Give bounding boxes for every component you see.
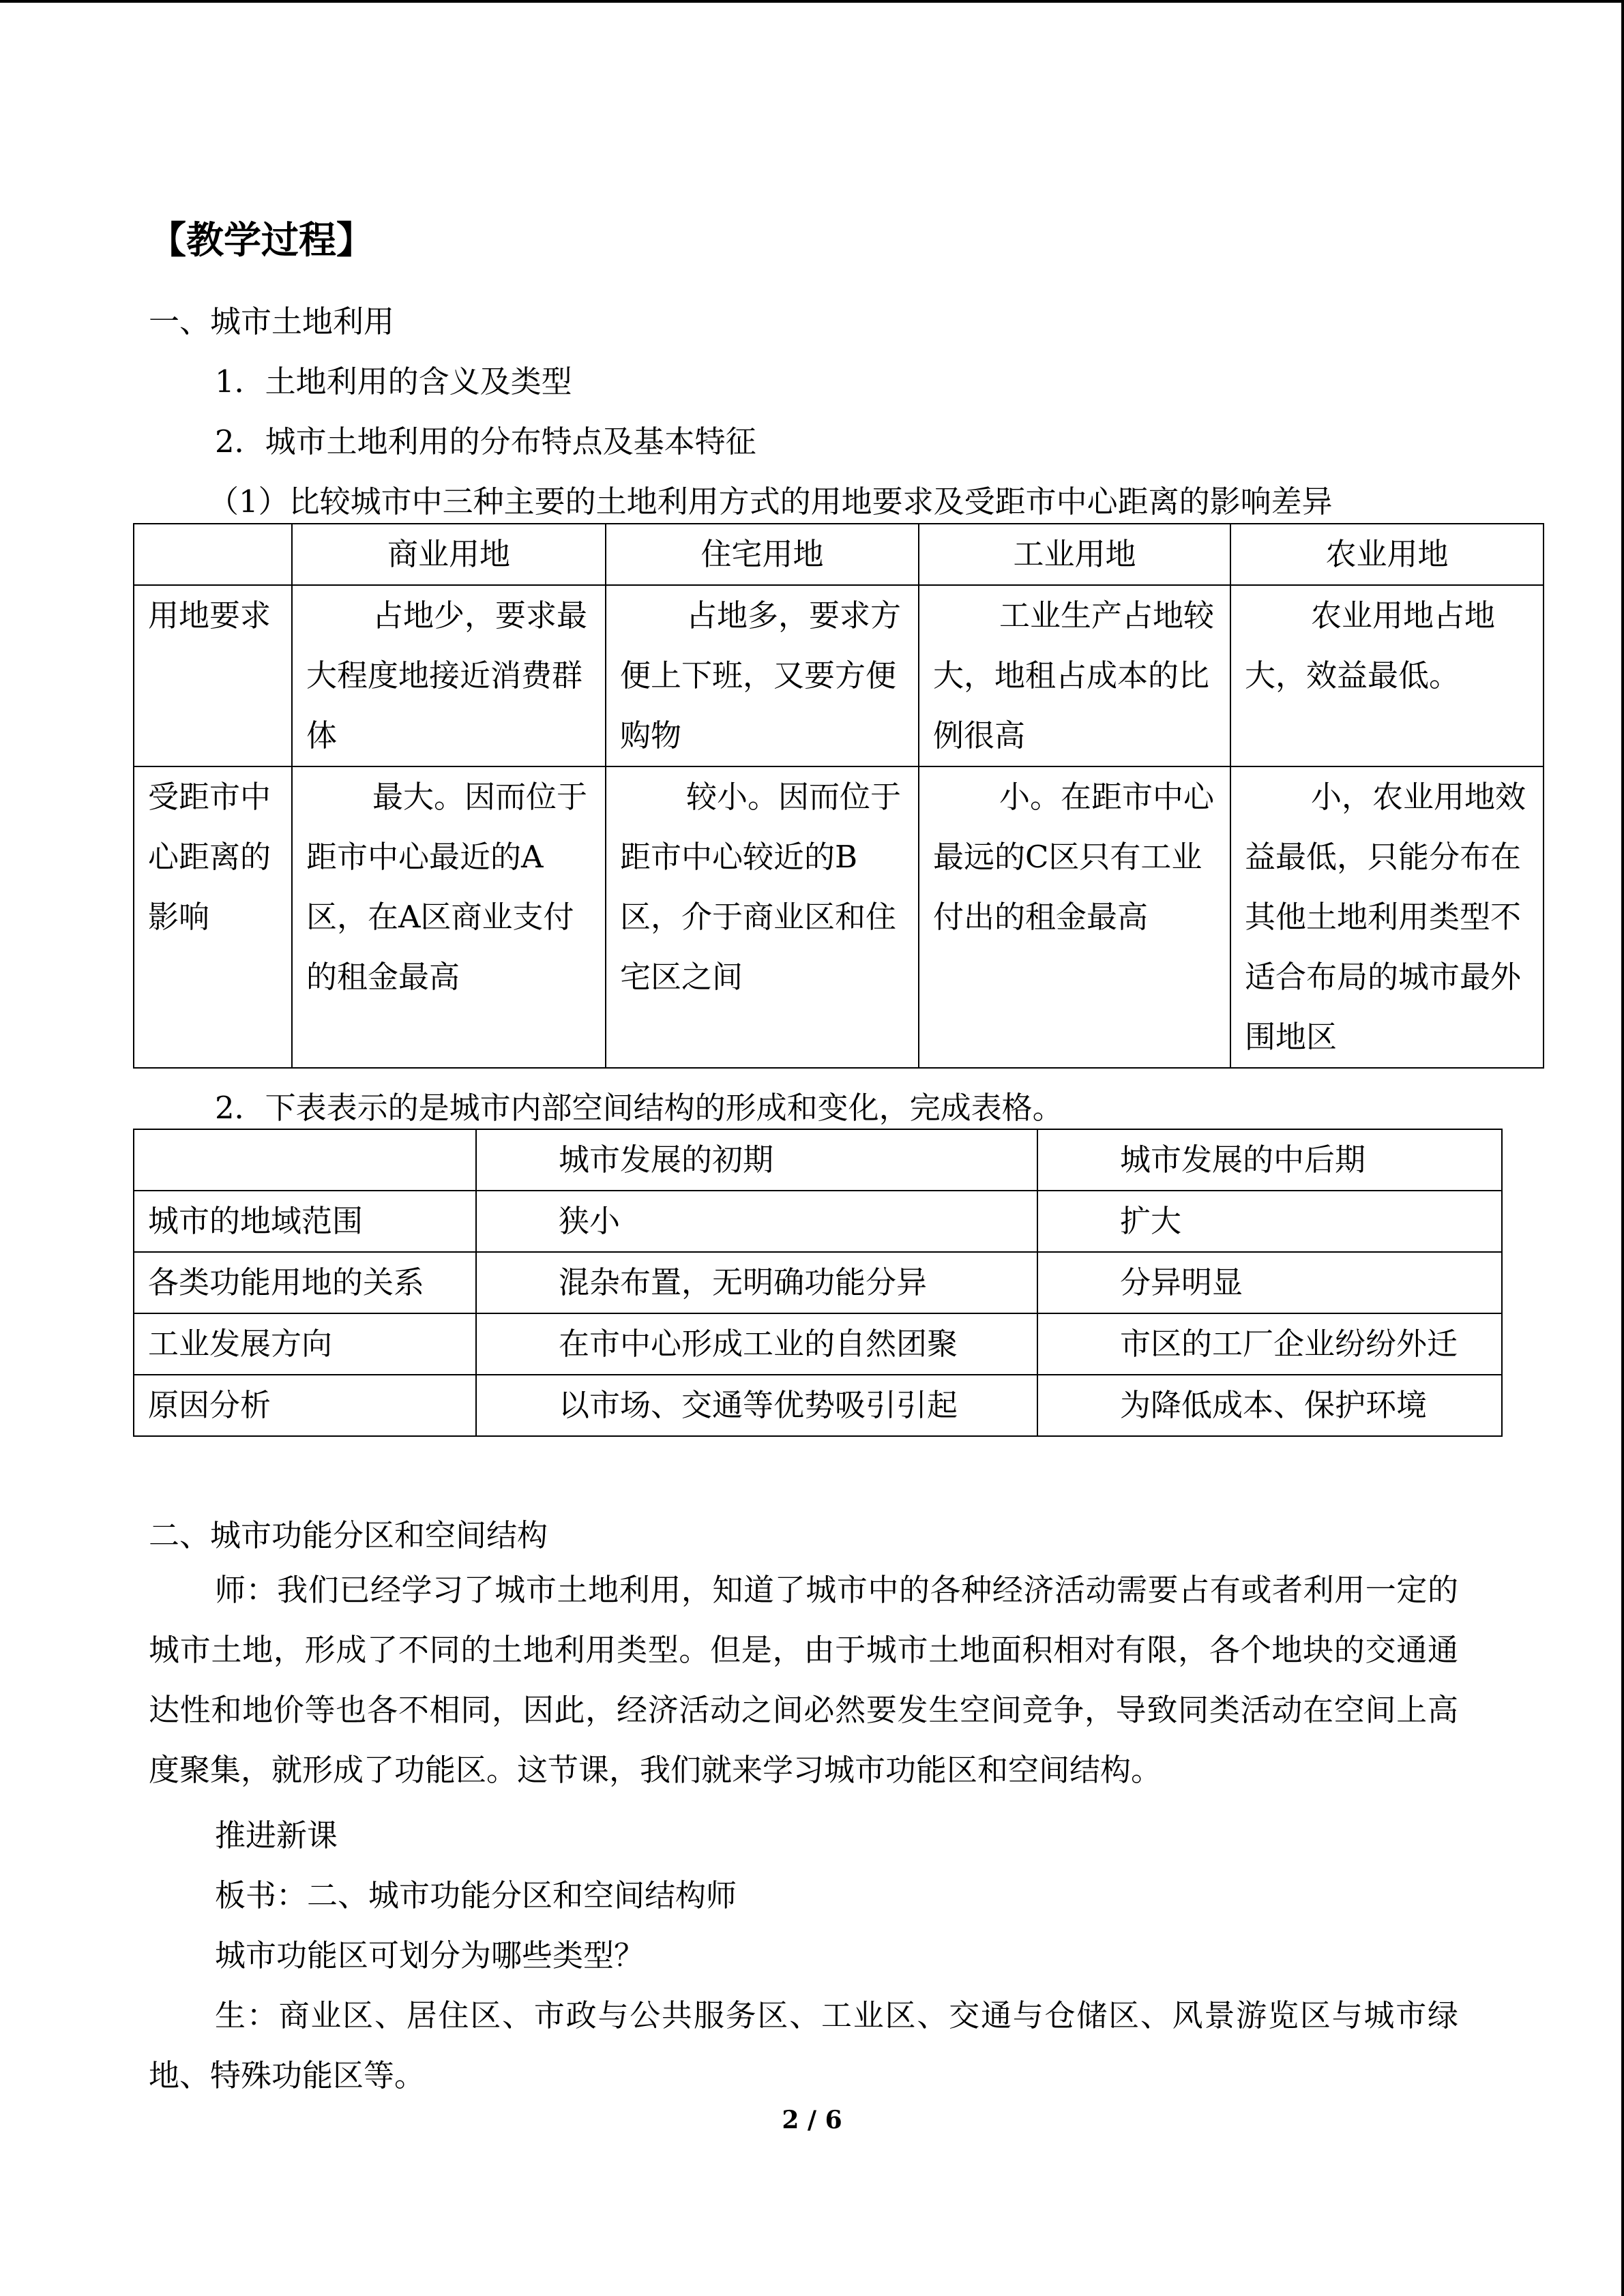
urban-structure-table (133, 1129, 1503, 1437)
table-cell: 以市场、交通等优势吸引引起 (476, 1375, 1037, 1436)
section-heading: 【教学过程】 (149, 218, 374, 262)
page-number: 2 / 6 (782, 2106, 842, 2134)
table-row (134, 1313, 1502, 1375)
table-cell: 为降低成本、保护环境 (1037, 1375, 1502, 1436)
section1-sub1: （1）比较城市中三种主要的土地利用方式的用地要求及受距市中心距离的影响差异 (208, 483, 1333, 520)
teacher-question: 城市功能区可划分为哪些类型？ (215, 1937, 645, 1973)
table-cell: 工业生产占地较大，地租占成本的比例很高 (919, 585, 1230, 766)
student-answer: 生：商业区、居住区、市政与公共服务区、工业区、交通与仓储区、风景游览区与城市绿地、特殊功能区等。 (149, 1997, 1458, 2093)
table-header-cell: 城市发展的中后期 (1037, 1129, 1502, 1191)
table-row (134, 1191, 1502, 1252)
right-border (1621, 0, 1624, 2296)
table-cell: 小。在距市中心最远的C区只有工业付出的租金最高 (919, 766, 1230, 1068)
table-cell: 混杂布置，无明确功能分异 (476, 1252, 1037, 1313)
table-cell: 狭小 (476, 1191, 1037, 1252)
row-label: 工业发展方向 (134, 1313, 476, 1375)
table-cell: 在市中心形成工业的自然团聚 (476, 1313, 1037, 1375)
table-header-cell: 住宅用地 (606, 524, 919, 585)
new-lesson-label: 推进新课 (215, 1817, 338, 1853)
section1-item1: 1．土地利用的含义及类型 (215, 363, 572, 400)
table-header-cell: 城市发展的初期 (476, 1129, 1037, 1191)
row-label: 各类功能用地的关系 (134, 1252, 476, 1313)
table-header-cell: 农业用地 (1230, 524, 1544, 585)
board-writing: 板书：二、城市功能分区和空间结构师 (215, 1877, 737, 1913)
section1-item2: 2．城市土地利用的分布特点及基本特征 (215, 423, 756, 460)
row-label: 原因分析 (134, 1375, 476, 1436)
table-header-row (134, 1129, 1502, 1191)
table-cell: 农业用地占地大，效益最低。 (1230, 585, 1544, 766)
table-row (134, 585, 1544, 766)
top-border (0, 0, 1624, 3)
table-header-row (134, 524, 1544, 585)
table-cell: 扩大 (1037, 1191, 1502, 1252)
row-label: 城市的地域范围 (134, 1191, 476, 1252)
teacher-paragraph: 师：我们已经学习了城市土地利用，知道了城市中的各种经济活动需要占有或者利用一定的城市土地，形成了不同的土地利用类型。但是，由于城市土地面积相对有限，各个地块的交通通达性和地价等也各不相同，因此，经济活动之间必然要发生空间竞争，导致同类活动在空间上高度聚集，就形成了功能区。这节课，我们就来学习城市功能区和空间结构。 (149, 1572, 1458, 1788)
land-use-comparison-table (133, 523, 1544, 1069)
table2-intro: 2．下表表示的是城市内部空间结构的形成和变化，完成表格。 (215, 1090, 1063, 1126)
table-cell: 分异明显 (1037, 1252, 1502, 1313)
table-cell: 最大。因而位于距市中心最近的A区，在A区商业支付的租金最高 (292, 766, 606, 1068)
section2-title: 二、城市功能分区和空间结构 (149, 1517, 548, 1553)
table-header-cell: 工业用地 (919, 524, 1230, 585)
row-label: 受距市中心距离的影响 (134, 766, 292, 1068)
table-row (134, 1375, 1502, 1436)
table-row (134, 1252, 1502, 1313)
table-row (134, 766, 1544, 1068)
table-cell: 市区的工厂企业纷纷外迁 (1037, 1313, 1502, 1375)
table-cell: 小，农业用地效益最低，只能分布在其他土地利用类型不适合布局的城市最外围地区 (1230, 766, 1544, 1068)
table-cell: 较小。因而位于距市中心较近的B区，介于商业区和住宅区之间 (606, 766, 919, 1068)
table-cell: 占地多，要求方便上下班，又要方便购物 (606, 585, 919, 766)
table-header-cell: 商业用地 (292, 524, 606, 585)
table-header-cell (134, 524, 292, 585)
section1-title: 一、城市土地利用 (149, 303, 395, 340)
table-cell: 占地少，要求最大程度地接近消费群体 (292, 585, 606, 766)
table-header-cell (134, 1129, 476, 1191)
row-label: 用地要求 (134, 585, 292, 766)
